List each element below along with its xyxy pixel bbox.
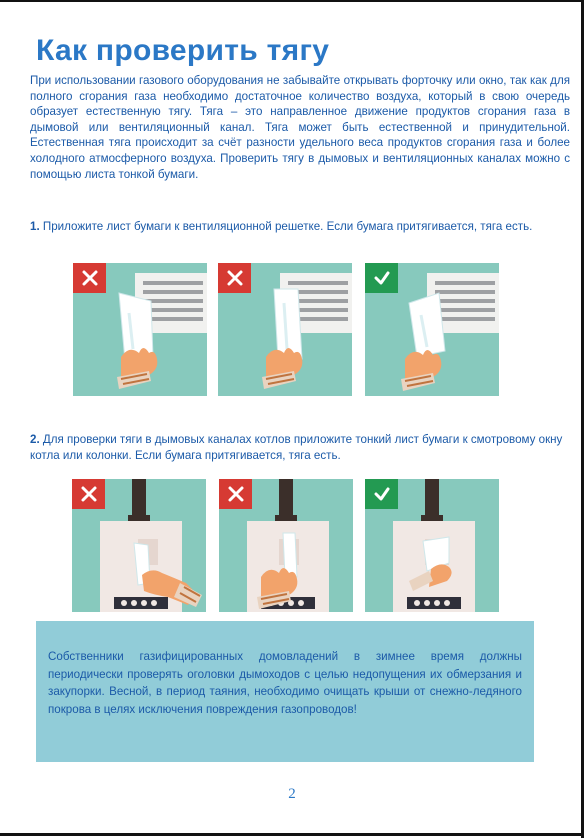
intro-paragraph: При использовании газового оборудования не забывайте открывать форточку или окно, так как для полного сгорания газа необходимо достаточное количество воздуха, который в свою очередь образует естественную тягу. Тяга – это направленное движение продуктов сгорания газа в дымовой или вентиляционный канал. Тяга может быть естественной и принудительной. Естественная тяга происходит за счёт разности удельного веса продуктов сгорания газа и более холодного атмосферного воздуха. Проверить тягу в дымовых и вентиляционных каналах можно с помощью листа тонкой бумаги.	[30, 74, 570, 181]
wrong-badge	[218, 263, 251, 293]
step-1-text: Приложите лист бумаги к вентиляционной решетке. Если бумага притягивается, тяга есть.	[42, 220, 533, 233]
cross-icon	[81, 269, 99, 287]
check-icon	[373, 485, 391, 503]
vent-illustration-1	[73, 263, 207, 396]
boiler-illustration-3	[365, 479, 499, 612]
page-title: Как проверить тягу	[36, 34, 330, 67]
correct-badge	[365, 263, 398, 293]
winter-note-box	[36, 621, 534, 762]
wrong-badge	[219, 479, 252, 509]
cross-icon	[80, 485, 98, 503]
step-2-instruction	[30, 432, 570, 463]
boiler-illustration-1	[72, 479, 206, 612]
step-2-number: 2.	[30, 433, 40, 446]
boiler-illustration-2	[219, 479, 353, 612]
step-2-text: Для проверки тяги в дымовых каналах котлов приложите тонкий лист бумаги к смотровому окну котла или колонки. Если бумага притягивается, тяга есть.	[30, 433, 563, 462]
page-number: 2	[288, 786, 296, 802]
wrong-badge	[72, 479, 105, 509]
page-border-top	[0, 0, 584, 2]
cross-icon	[227, 485, 245, 503]
wrong-badge	[73, 263, 106, 293]
step-1-number: 1.	[30, 220, 40, 233]
winter-note-text: Собственники газифицированных домовладений в зимнее время должны периодически проверять оголовки дымоходов с целью недопущения их обмерзания и закупорки. Весной, в период таяния, необходимо очищать крыши от снежно-ледяного покрова в целях исключения повреждения газопроводов!	[48, 650, 522, 716]
vent-illustration-2	[218, 263, 352, 396]
page-border-bottom	[0, 833, 584, 836]
vent-illustration-3	[365, 263, 499, 396]
cross-icon	[226, 269, 244, 287]
correct-badge	[365, 479, 398, 509]
check-icon	[373, 269, 391, 287]
step-1-instruction	[30, 219, 570, 235]
